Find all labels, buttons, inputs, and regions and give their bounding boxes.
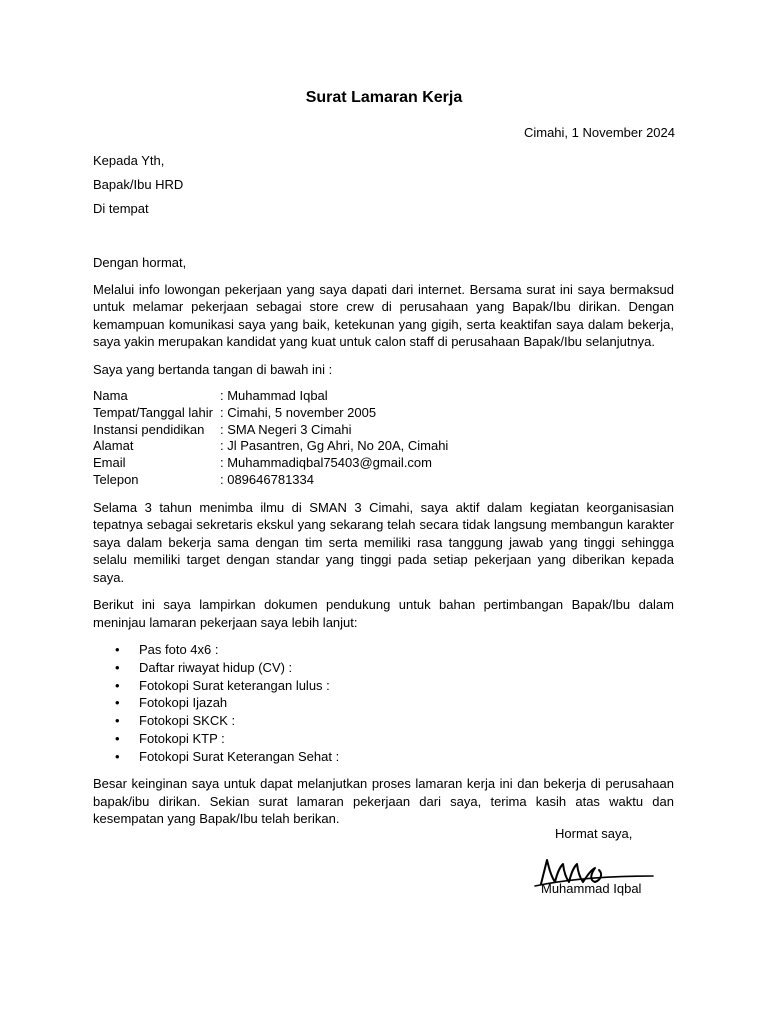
closing-salutation: Hormat saya,	[555, 826, 633, 841]
paragraph-opening: Melalui info lowongan pekerjaan yang saya dapati dari internet. Bersama surat ini saya bermaksud untuk melamar pekerjaan sebagai store crew di perusahaan yang Bapak/Ibu dirikan. Dengan kemampuan komunikasi saya yang baik, ketekunan yang gigih, serta keaktifan saya dalam bekerja, saya yakin merupakan kandidat yang kuat untuk calon staff di perusahaan Bapak/Ibu selanjutnya.	[93, 281, 674, 349]
detail-label: Tempat/Tanggal lahir	[93, 404, 213, 420]
signer-name: Muhammad Iqbal	[541, 881, 642, 896]
attachment-label: Daftar riwayat hidup (CV) :	[139, 659, 293, 675]
detail-row	[93, 438, 674, 455]
letter-date: Cimahi, 1 November 2024	[523, 125, 675, 140]
letter-body	[93, 254, 674, 838]
detail-row	[93, 405, 674, 422]
paragraph-experience: Selama 3 tahun menimba ilmu di SMAN 3 Cimahi, saya aktif dalam kegiatan keorganisasian tepatnya sebagai sekretaris ekskul yang sekarang telah secara tidak langsung membangun karakter saya dalam bekerja sama dengan tim serta memiliki rasa tanggung jawab yang tinggi sehingga selalu memiliki target dengan standar yang tinggi pada setiap pekerjaan yang diberikan kepada saya.	[93, 499, 674, 585]
detail-value: : Jl Pasantren, Gg Ahri, No 20A, Cimahi	[220, 438, 449, 454]
list-item	[93, 712, 674, 730]
bullet-icon: •	[115, 659, 120, 675]
recipient-block	[93, 152, 683, 224]
list-item	[93, 694, 674, 712]
detail-row	[93, 455, 674, 472]
list-item	[93, 677, 674, 695]
list-item	[93, 641, 674, 659]
detail-value: : Cimahi, 5 november 2005	[220, 404, 377, 420]
detail-row	[93, 388, 674, 405]
applicant-details	[93, 388, 674, 489]
list-item	[93, 748, 674, 766]
bullet-icon: •	[115, 642, 120, 658]
detail-value: : SMA Negeri 3 Cimahi	[220, 421, 352, 437]
attachment-label: Fotokopi SKCK :	[139, 713, 236, 729]
attachment-label: Fotokopi KTP :	[139, 730, 225, 746]
detail-label: Alamat	[93, 438, 134, 454]
details-intro: Saya yang bertanda tangan di bawah ini :	[93, 361, 333, 377]
attachment-label: Fotokopi Ijazah	[139, 695, 228, 711]
bullet-icon: •	[115, 695, 120, 711]
bullet-icon: •	[115, 748, 120, 764]
attachment-label: Pas foto 4x6 :	[139, 642, 219, 658]
bullet-icon: •	[115, 730, 120, 746]
detail-value: : Muhammadiqbal75403@gmail.com	[220, 455, 432, 471]
attachment-list	[93, 641, 674, 765]
list-item	[93, 730, 674, 748]
attachment-label: Fotokopi Surat Keterangan Sehat :	[139, 748, 340, 764]
detail-label: Instansi pendidikan	[93, 421, 205, 437]
page-title: Surat Lamaran Kerja	[305, 89, 463, 106]
detail-label: Nama	[93, 388, 128, 403]
greeting: Dengan hormat,	[93, 255, 187, 270]
detail-value: : Muhammad Iqbal	[220, 388, 328, 403]
detail-row	[93, 472, 674, 489]
list-item	[93, 659, 674, 677]
bullet-icon: •	[115, 677, 120, 693]
detail-label: Email	[93, 455, 126, 471]
recipient-line: Bapak/Ibu HRD	[93, 177, 184, 192]
paragraph-attachments-intro: Berikut ini saya lampirkan dokumen pendukung untuk bahan pertimbangan Bapak/Ibu dalam meninjau lamaran pekerjaan saya lebih lanjut:	[93, 597, 674, 630]
detail-value: : 089646781334	[220, 471, 314, 487]
detail-row	[93, 422, 674, 439]
recipient-line: Kepada Yth,	[93, 153, 165, 168]
attachment-label: Fotokopi Surat keterangan lulus :	[139, 677, 330, 693]
paragraph-closing: Besar keinginan saya untuk dapat melanjutkan proses lamaran kerja ini dan bekerja di perusahaan bapak/ibu dirikan. Sekian surat lamaran pekerjaan dari saya, terima kasih atas waktu dan kesempatan yang Bapak/Ibu telah berikan.	[93, 776, 674, 827]
bullet-icon: •	[115, 713, 120, 729]
recipient-line: Di tempat	[93, 201, 149, 216]
detail-label: Telepon	[93, 471, 139, 487]
